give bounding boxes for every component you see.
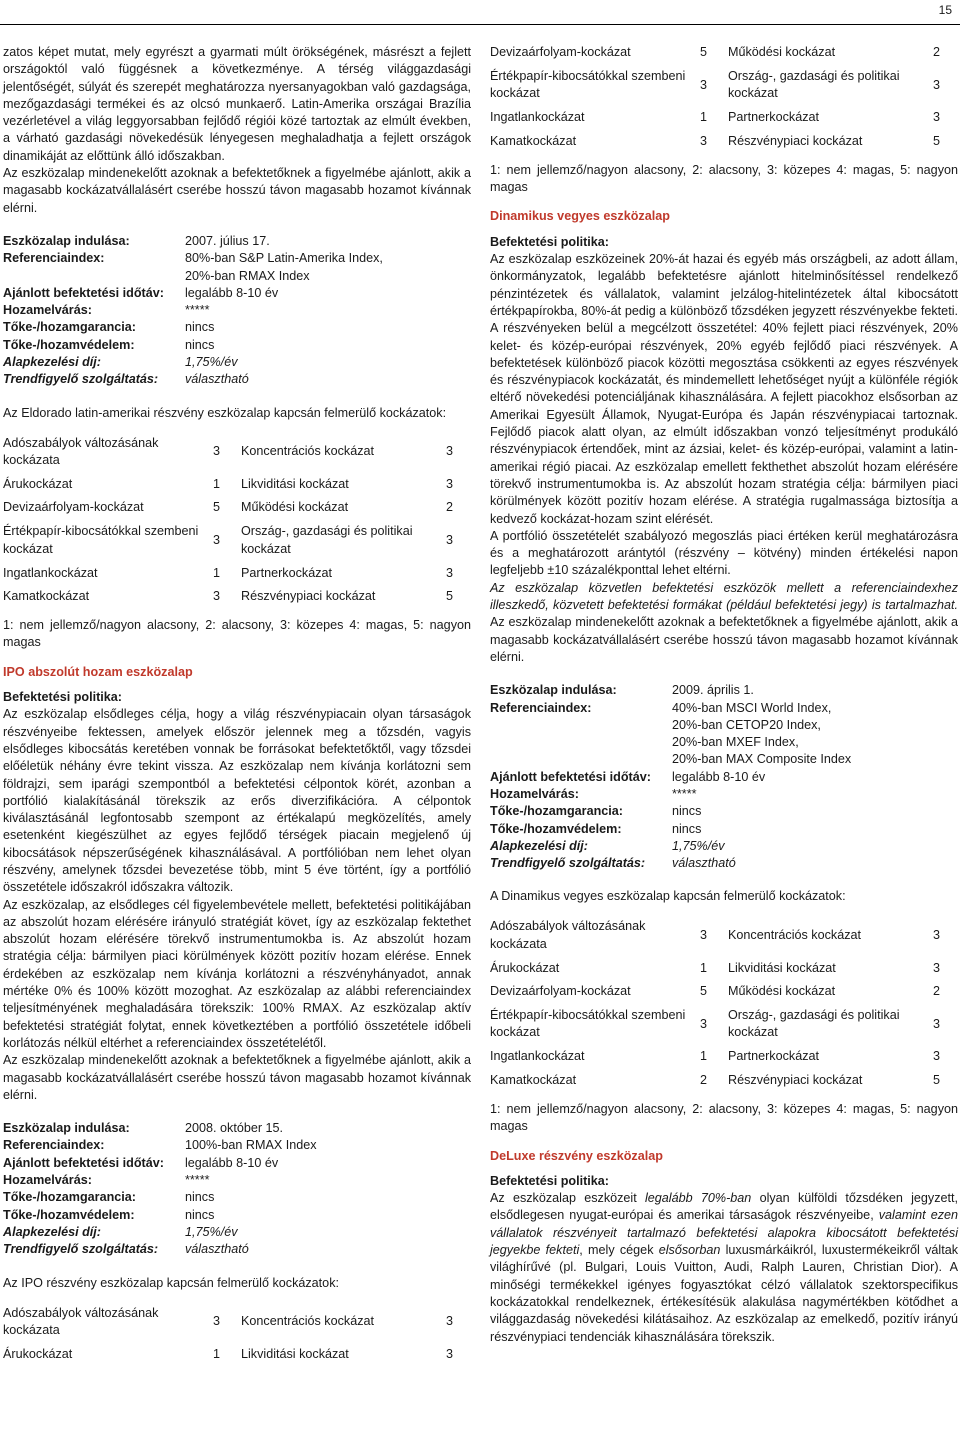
fact-label: Trendfigyelő szolgáltatás: <box>490 856 646 871</box>
fact-value: 1,75%/év <box>185 1224 238 1239</box>
risk-score: 5 <box>700 45 708 59</box>
risk-score: 3 <box>700 928 708 943</box>
risk-row <box>3 588 453 605</box>
fact-value: 20%-ban CETOP20 Index, <box>672 717 821 732</box>
deluxe-text-a: Az eszközalap eszközeit <box>490 1191 645 1206</box>
risk-score: 5 <box>700 984 708 999</box>
risk-name: Partnerkockázat <box>728 1049 819 1064</box>
ipo-risk-table <box>3 1304 453 1363</box>
risk-score: 3 <box>213 444 221 459</box>
fact-value: 2008. október 15. <box>185 1121 284 1136</box>
ipo-risk-legend: 1: nem jellemző/nagyon alacsony, 2: alacsony, 3: közepes 4: magas, 5: nagyon magas <box>490 162 958 195</box>
risk-row <box>490 44 940 61</box>
risk-score: 1 <box>700 110 708 125</box>
risk-name: Ország-, gazdasági és politikai kockázat <box>728 1008 900 1040</box>
risk-name: Koncentrációs kockázat <box>241 444 375 459</box>
risk-name: Partnerkockázat <box>241 565 332 580</box>
fact-label: Tőke-/hozamvédelem: <box>3 1207 135 1222</box>
risk-score: 5 <box>932 133 940 148</box>
risk-name: Devizaárfolyam-kockázat <box>490 45 631 59</box>
fact-label: Eszközalap indulása: <box>490 683 617 698</box>
deluxe-text-f: elsősorban <box>658 1243 721 1258</box>
dynamic-paragraph-3-rest: Az eszközalap mindenekelőtt azoknak a befektetőknek a figyelmébe ajánlott, akik a magasabb kockázatvállalásért cserébe hosszú távon magasabb hozamot kívánnak elérni. <box>490 615 958 664</box>
ipo-paragraph-3: Az eszközalap mindenekelőtt azoknak a befektetőknek a figyelmébe ajánlott, akik a magasabb kockázatvállalásért cserébe hosszú távon magasabb hozamot kívánnak elérni. <box>3 1053 471 1102</box>
risk-row <box>490 960 940 977</box>
fact-label <box>3 268 185 285</box>
fact-value: 100%-ban RMAX Index <box>185 1138 317 1153</box>
risk-name: Koncentrációs kockázat <box>728 928 862 943</box>
risk-score: 3 <box>445 565 453 580</box>
fact-label: Ajánlott befektetési időtáv: <box>3 285 164 300</box>
risk-row <box>490 1048 940 1065</box>
dynamic-policy-label: Befektetési politika: <box>490 234 609 249</box>
risk-name: Részvénypiaci kockázat <box>241 588 376 603</box>
fact-label: Hozamelvárás: <box>3 1173 92 1188</box>
fact-label <box>490 734 672 751</box>
risk-score: 3 <box>213 1314 221 1329</box>
risk-score: 3 <box>213 588 221 603</box>
risk-name: Árukockázat <box>3 476 73 491</box>
risk-row <box>3 476 453 493</box>
risk-score: 2 <box>932 984 940 999</box>
dynamic-paragraph-2: A portfólió összetételét szabályozó megoszlás piaci értéken kerül meghatározásra és a meghatározott arántytól (részvény – kötvény) minden értékelési napon legfeljebb ±10 százalékponttal lehet eltérni. <box>490 528 958 578</box>
fact-value: 80%-ban S&P Latin-Amerika Index, <box>185 251 383 266</box>
fact-label: Ajánlott befektetési időtáv: <box>490 769 651 784</box>
fact-value: nincs <box>672 804 702 819</box>
fact-value: nincs <box>185 337 215 352</box>
fact-value: 20%-ban RMAX Index <box>185 268 310 283</box>
risk-score: 1 <box>213 565 221 580</box>
risk-row <box>3 434 453 470</box>
latam-risk-intro: Az Eldorado latin-amerikai részvény eszközalap kapcsán felmerülő kockázatok: <box>3 405 447 420</box>
risk-name: Adószabályok változásának kockázata <box>3 1305 159 1337</box>
risk-score: 3 <box>213 532 221 547</box>
fact-label: Alapkezelési díj: <box>490 838 588 853</box>
fact-value: választható <box>185 372 249 387</box>
risk-row <box>490 1006 940 1042</box>
fact-value: legalább 8-10 év <box>185 285 279 300</box>
risk-score: 3 <box>700 133 708 148</box>
risk-score: 3 <box>932 1049 940 1064</box>
latam-risk-legend: 1: nem jellemző/nagyon alacsony, 2: alacsony, 3: közepes 4: magas, 5: nagyon magas <box>3 618 471 650</box>
ipo-paragraph-1: Az eszközalap elsődleges célja, hogy a világ részvénypiacain olyan társaságok részvényeibe fektessen, amelyek először jelennek meg a tőzsdén, vagyis elsődleges kibocsátás keretében vonnak be forrásokat befektetőktől, vagy tőzsdei előéletük néhány évre tekint vissza. Az eszközalap nem kívánja korlátozni sem földrajzi, sem iparági szempontból a befektetési célpontok körét, azonban a portfólió kialakításánál törekszik az erős diverzifikációra. A célpontok kiválasztásánál legfontosabb szempont az értékalapú megközelítés, amely esetenként kiegészülhet az egyes fejlődő térségek piacain megjelenő új kibocsátások népszerűségének kihasználásával. A portfólióban nem lehet olyan részvény, amelynek tőzsdei bevezetése több, mint 5 éve történt, így a portfólió összetétele időszakról időszakra változik. <box>3 707 471 895</box>
risk-row <box>3 1304 453 1340</box>
risk-name: Likviditási kockázat <box>241 476 349 491</box>
risk-score: 2 <box>445 500 453 515</box>
risk-score: 3 <box>445 1314 453 1329</box>
risk-score: 3 <box>445 532 453 547</box>
page-number: 15 <box>938 3 952 17</box>
fact-label: Tőke-/hozamgarancia: <box>490 804 623 819</box>
risk-name: Ingatlankockázat <box>490 110 585 125</box>
risk-name: Koncentrációs kockázat <box>241 1314 375 1329</box>
left-column <box>3 44 471 1363</box>
risk-name: Likviditási kockázat <box>728 960 836 975</box>
ipo-fact-sheet <box>3 1120 471 1258</box>
header-rule <box>0 24 960 25</box>
risk-row <box>3 523 453 559</box>
dynamic-risk-legend: 1: nem jellemző/nagyon alacsony, 2: alacsony, 3: közepes 4: magas, 5: nagyon magas <box>490 1101 958 1134</box>
risk-row <box>490 1072 940 1089</box>
fact-value: ***** <box>672 786 697 801</box>
risk-name: Ország-, gazdasági és politikai kockázat <box>728 69 900 101</box>
dynamic-fact-sheet <box>490 682 958 872</box>
risk-score: 3 <box>445 476 453 491</box>
risk-score: 5 <box>932 1072 940 1087</box>
risk-score: 3 <box>445 444 453 459</box>
latam-risk-table <box>3 434 453 605</box>
fact-value: választható <box>672 856 736 871</box>
risk-name: Működési kockázat <box>728 45 836 59</box>
risk-name: Likviditási kockázat <box>241 1346 349 1361</box>
fact-label: Hozamelvárás: <box>3 303 92 318</box>
dynamic-paragraph-3-italic: Az eszközalap közvetlen befektetési eszközök mellett a referenciaindexhez illeszkedő, közvetett befektetési formákat (például befektetési jegy) is tartalmazhat. <box>490 580 958 613</box>
risk-name: Működési kockázat <box>728 984 836 999</box>
risk-score: 3 <box>932 928 940 943</box>
deluxe-text-e: , mely cégek <box>579 1243 659 1258</box>
fact-label: Hozamelvárás: <box>490 786 579 801</box>
risk-score: 2 <box>700 1072 708 1087</box>
fact-label: Referenciaindex: <box>490 700 592 715</box>
risk-row <box>3 1346 453 1363</box>
ipo-risk-intro: Az IPO részvény eszközalap kapcsán felmerülő kockázatok: <box>3 1275 339 1290</box>
risk-score: 1 <box>213 476 221 491</box>
risk-score: 2 <box>932 45 940 59</box>
ipo-policy-label: Befektetési politika: <box>3 690 122 705</box>
intro-paragraph: zatos képet mutat, mely egyrészt a gyarmati múlt örökségének, másrészt a fejlett országoktól való függésnek a következménye. A térség világgazdasági jelentőségét, súlyát és szerepét meghatározza nyersanyagokban való gazdagsága, mezőgazdasági termékei és az olcsó munkaerő. Latin-Amerika országai Brazília vezérletével a világ leggyorsabban fejlődő régiói közé tartoztak az elmúlt években, a várható gazdasági növekedésük lényegesen meghaladhatja a fejlett országok dinamikáját az előttünk álló időszakban. <box>3 45 471 163</box>
fact-label <box>490 717 672 734</box>
fact-value: 1,75%/év <box>185 355 238 370</box>
risk-name: Működési kockázat <box>241 500 349 515</box>
fact-value: nincs <box>185 1190 215 1205</box>
ipo-section-title: IPO abszolút hozam eszközalap <box>3 664 193 679</box>
fact-label: Alapkezelési díj: <box>3 1224 101 1239</box>
fact-value: 2007. július 17. <box>185 233 270 248</box>
risk-score: 3 <box>932 1016 940 1031</box>
fact-label: Tőke-/hozamgarancia: <box>3 1190 136 1205</box>
risk-score: 3 <box>700 77 708 92</box>
fact-label: Tőke-/hozamgarancia: <box>3 320 136 335</box>
risk-row <box>3 499 453 516</box>
deluxe-text-c: olyan külföldi tőzsdéken jegyzett, elsődlegesen nyugat-európai és amerikai társaságok részvényeibe, <box>490 1191 958 1223</box>
fact-value: 1,75%/év <box>672 838 725 853</box>
risk-name: Kamatkockázat <box>3 588 90 603</box>
fact-label <box>490 751 672 768</box>
intro-recommendation: Az eszközalap mindenekelőtt azoknak a befektetőknek a figyelmébe ajánlott, akik a magasabb kockázatvállalásért cserébe hosszú távon magasabb hozamot kívánnak elérni. <box>3 166 471 215</box>
risk-name: Ingatlankockázat <box>3 565 98 580</box>
dynamic-risk-table <box>490 918 940 1089</box>
risk-score: 1 <box>213 1346 221 1361</box>
fact-value: legalább 8-10 év <box>185 1155 279 1170</box>
fact-label: Eszközalap indulása: <box>3 1121 130 1136</box>
risk-score: 3 <box>932 110 940 125</box>
fact-label: Ajánlott befektetési időtáv: <box>3 1155 164 1170</box>
risk-name: Részvénypiaci kockázat <box>728 133 863 148</box>
risk-name: Értékpapír-kibocsátókkal szembeni kockázat <box>490 1008 686 1040</box>
fact-value: 2009. április 1. <box>672 683 754 698</box>
fact-label: Alapkezelési díj: <box>3 355 101 370</box>
dynamic-risk-intro: A Dinamikus vegyes eszközalap kapcsán felmerülő kockázatok: <box>490 889 846 904</box>
risk-name: Devizaárfolyam-kockázat <box>3 500 144 515</box>
risk-row <box>3 565 453 582</box>
latam-fact-sheet <box>3 233 471 389</box>
fact-value: 40%-ban MSCI World Index, <box>672 700 832 715</box>
ipo-risk-table-continued <box>490 44 940 150</box>
deluxe-section-title: DeLuxe részvény eszközalap <box>490 1148 663 1163</box>
deluxe-text-g: luxusmárkáikról, luxustermékeikről váltak világhírűvé (pl. Bulgari, Louis Vuitton, Audi, Ralph Lauren, Christian Dior). A minőségi termékekkel igényes fogyasztókat célzó vállalatok szektorspecifikus kockázatokkal rendelkeznek, értékesítésük alakulása nagymértékben kötődhet a világgazdaság növekedési kilátásaihoz. Az eszközalap az emelkedő, pozitív irányú részvénypiaci tendenciák kihasználására törekszik. <box>490 1243 959 1344</box>
risk-name: Partnerkockázat <box>728 110 819 125</box>
dynamic-paragraph-1: Az eszközalap eszközeinek 20%-át hazai és egyéb más országbeli, az adott állam, önkormányzatok, legalább befektetésre ajánlott hitelminősítéssel rendelkező pénzintézetek és vállalatok, valamint jelzálog-hitelintézetek által kibocsátott értékpapírokba, 80%-át pedig a különböző tőzsdéken jegyzett részvényekbe fekteti. A részvényeken belül a megcélzott összetétel: 40% fejlett piaci részvények, 20% kelet- és közép-európai részvények, 20% egyéb fejlődő piaci részvények. A befektetések különböző piacok közötti megosztása csökkenti az egyes részvények és részvénypiacok kockázatát, és mindemellett lehetőséget nyújt a különféle régiók eltérő növekedési potenciáljának kihasználására. A fejlett piacokhoz elsősorban az Amerikai Egyesült Államok, Nyugat-Európa és Japán részvénypiacai tartoznak. Fejlődő piacok alatt olyan, az elmúlt időszakban vonzó teljesítményt produkáló részvénypiacok értendőek, mint az ázsiai, kelet- és közép-európai, valamint a latin-amerikai régió piacai. Az eszközalap emellett fekthethet abszolút hozam elérésére törekvő instrumentumokba is. Az abszolút hozam stratégia célja: bármilyen piaci körülmények között pozitív hozam elérése. A stratégia rugalmassága biztosítja a kedvező kockázat-hozam szint elérését. <box>490 252 958 526</box>
fact-value: ***** <box>185 1173 210 1188</box>
risk-name: Ingatlankockázat <box>490 1049 585 1064</box>
risk-name: Értékpapír-kibocsátókkal szembeni kockázat <box>3 524 199 556</box>
fact-label: Trendfigyelő szolgáltatás: <box>3 1242 159 1257</box>
risk-name: Kamatkockázat <box>490 1072 577 1087</box>
risk-row <box>490 918 940 954</box>
risk-score: 5 <box>445 588 453 603</box>
risk-row <box>490 109 940 126</box>
risk-score: 3 <box>932 960 940 975</box>
ipo-paragraph-2: Az eszközalap, az elsődleges cél figyelembevétele mellett, befektetési politikájában az abszolút hozam elérésére irányuló stratégiát követ, így az eszközalap fektethet abszolút hozam elérésére törekvő instrumentumokba is. Az abszolút hozam stratégia célja: bármilyen piaci körülmények között pozitív hozam elérése. Ennek érdekében az eszközalap nem kívánja korlátozni a részvényhányadot, annak mértéke 0% és 100% között mozoghat. Az eszközalap az alábbi referenciaindex teljesítményének meghaladására törekszik: 100% RMAX. Az eszközalap aktív befektetési stratégiát folytat, ennek következtében a portfólió összetétele időbeli korlátozás nélkül eltérhet a referenciaindex összetételétől. <box>3 897 471 1050</box>
risk-row <box>490 67 940 103</box>
fact-label: Trendfigyelő szolgáltatás: <box>3 372 159 387</box>
fact-value: ***** <box>185 303 210 318</box>
risk-score: 1 <box>700 960 708 975</box>
fact-value: nincs <box>185 1207 215 1222</box>
dynamic-paragraph-3 <box>490 580 958 666</box>
risk-name: Ország-, gazdasági és politikai kockázat <box>241 524 413 556</box>
risk-name: Devizaárfolyam-kockázat <box>490 984 631 999</box>
risk-score: 3 <box>700 1016 708 1031</box>
risk-name: Részvénypiaci kockázat <box>728 1072 863 1087</box>
risk-name: Adószabályok változásának kockázata <box>3 435 159 467</box>
fact-label: Tőke-/hozamvédelem: <box>3 337 135 352</box>
risk-name: Kamatkockázat <box>490 133 577 148</box>
risk-name: Értékpapír-kibocsátókkal szembeni kockázat <box>490 69 686 101</box>
risk-name: Árukockázat <box>490 960 560 975</box>
fact-label: Referenciaindex: <box>3 251 105 266</box>
fact-value: 20%-ban MAX Composite Index <box>672 752 852 767</box>
right-column <box>490 44 958 1346</box>
fact-label: Referenciaindex: <box>3 1138 105 1153</box>
risk-row <box>490 133 940 150</box>
risk-score: 5 <box>213 500 221 515</box>
deluxe-text-b: legalább 70%-ban <box>645 1191 752 1206</box>
dynamic-section-title: Dinamikus vegyes eszközalap <box>490 209 670 224</box>
risk-row <box>490 983 940 1000</box>
fact-label: Eszközalap indulása: <box>3 233 130 248</box>
risk-name: Adószabályok változásának kockázata <box>490 919 646 951</box>
risk-score: 3 <box>932 77 940 92</box>
deluxe-policy-label: Befektetési politika: <box>490 1173 609 1188</box>
fact-label: Tőke-/hozamvédelem: <box>490 821 622 836</box>
fact-value: nincs <box>672 821 702 836</box>
fact-value: 20%-ban MXEF Index, <box>672 735 799 750</box>
risk-score: 3 <box>445 1346 453 1361</box>
deluxe-text-d: valamint ezen vállalatok részvényeit tartalmazó befektetési alapokra kibocsátott befektetési jegyekbe fekteti <box>490 1208 959 1258</box>
risk-score: 1 <box>700 1049 708 1064</box>
fact-value: legalább 8-10 év <box>672 769 766 784</box>
risk-name: Árukockázat <box>3 1346 73 1361</box>
fact-value: választható <box>185 1242 249 1257</box>
fact-value: nincs <box>185 320 215 335</box>
deluxe-paragraph <box>490 1190 958 1346</box>
